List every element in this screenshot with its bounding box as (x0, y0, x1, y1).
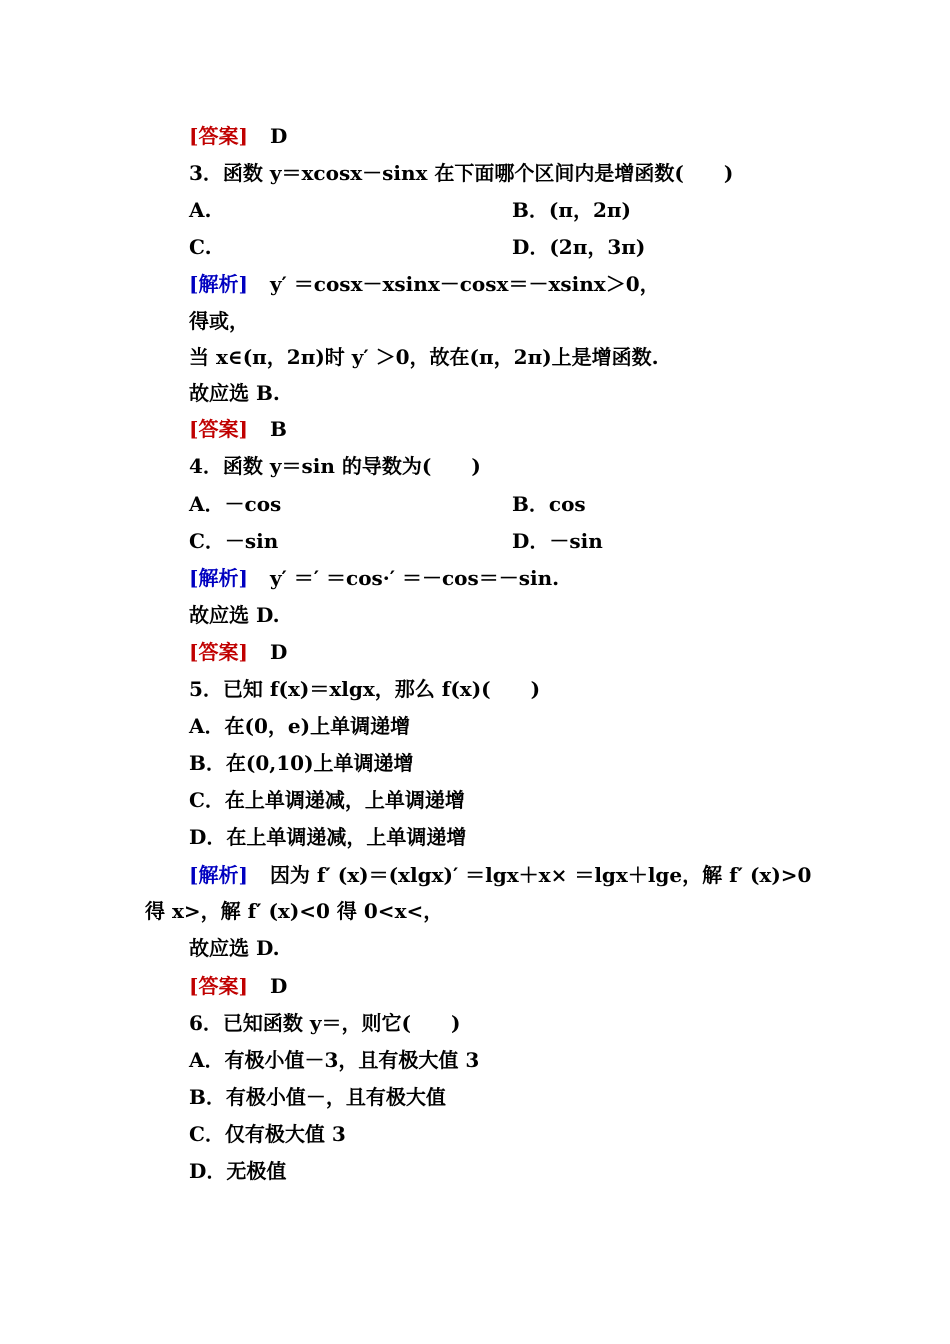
q4-conclusion: 故应选 D. (189, 603, 280, 627)
analysis-tag: [解析] (189, 863, 248, 887)
question-5: 5．已知 f(x)＝xlgx，那么 f(x)( ) (189, 677, 541, 701)
analysis-text: y′ ＝cosx－xsinx－cosx＝－xsinx＞0， (269, 272, 660, 296)
analysis-tag: [解析] (189, 566, 248, 590)
q4-option-c: C．－sin (189, 529, 279, 553)
answer-tag: [答案] (189, 417, 248, 441)
answer-line-3 (189, 414, 287, 444)
q6-option-b: B．有极小值－，且有极大值 (189, 1085, 446, 1109)
question-4: 4．函数 y＝sin 的导数为( ) (189, 454, 481, 478)
answer-line-2 (189, 121, 287, 151)
q5-option-d: D．在上单调递减，上单调递增 (189, 825, 467, 849)
q5-analysis-line-2: 得 x>，解 f′ (x)<0 得 0<x<， (145, 899, 444, 923)
q3-option-c: C. (189, 235, 212, 259)
answer-tag: [答案] (189, 124, 248, 148)
question-6: 6．已知函数 y＝，则它( ) (189, 1011, 461, 1035)
q5-conclusion: 故应选 D. (189, 936, 280, 960)
analysis-tag: [解析] (189, 272, 248, 296)
q3-analysis (189, 269, 660, 299)
q5-analysis (189, 860, 811, 890)
question-3: 3．函数 y＝xcosx－sinx 在下面哪个区间内是增函数( ) (189, 161, 734, 185)
q4-option-b: B．cos (512, 492, 586, 516)
q5-option-c: C．在上单调递减，上单调递增 (189, 788, 465, 812)
q6-option-d: D．无极值 (189, 1159, 287, 1183)
q3-option-a: A. (189, 198, 212, 222)
answer-value: D (269, 974, 288, 998)
q3-option-d: D．(2π，3π) (512, 235, 646, 259)
q3-conclusion: 故应选 B. (189, 381, 280, 405)
answer-value: B (269, 417, 287, 441)
answer-tag: [答案] (189, 974, 248, 998)
q3-option-b: B．(π，2π) (512, 198, 632, 222)
q4-analysis (189, 563, 559, 593)
q5-option-b: B．在(0,10)上单调递增 (189, 751, 414, 775)
analysis-text: 因为 f′ (x)＝(xlgx)′ ＝lgx＋x× ＝lgx＋lge，解 f′ (x)>0 (269, 863, 812, 887)
analysis-text: y′ ＝′ ＝cos·′ ＝－cos＝－sin. (269, 566, 560, 590)
q5-option-a: A．在(0，e)上单调递增 (189, 714, 411, 738)
q4-option-d: D．－sin (512, 529, 603, 553)
q3-analysis-line-2: 得或， (189, 309, 249, 333)
answer-line-4 (189, 637, 287, 667)
q6-option-c: C．仅有极大值 3 (189, 1122, 346, 1146)
answer-line-5 (189, 971, 287, 1001)
q3-analysis-line-3: 当 x∈(π，2π)时 y′ ＞0，故在(π，2π)上是增函数. (189, 345, 659, 369)
answer-value: D (269, 640, 288, 664)
q6-option-a: A．有极小值－3，且有极大值 3 (189, 1048, 480, 1072)
answer-value: D (269, 124, 288, 148)
q4-option-a: A．－cos (189, 492, 282, 516)
answer-tag: [答案] (189, 640, 248, 664)
